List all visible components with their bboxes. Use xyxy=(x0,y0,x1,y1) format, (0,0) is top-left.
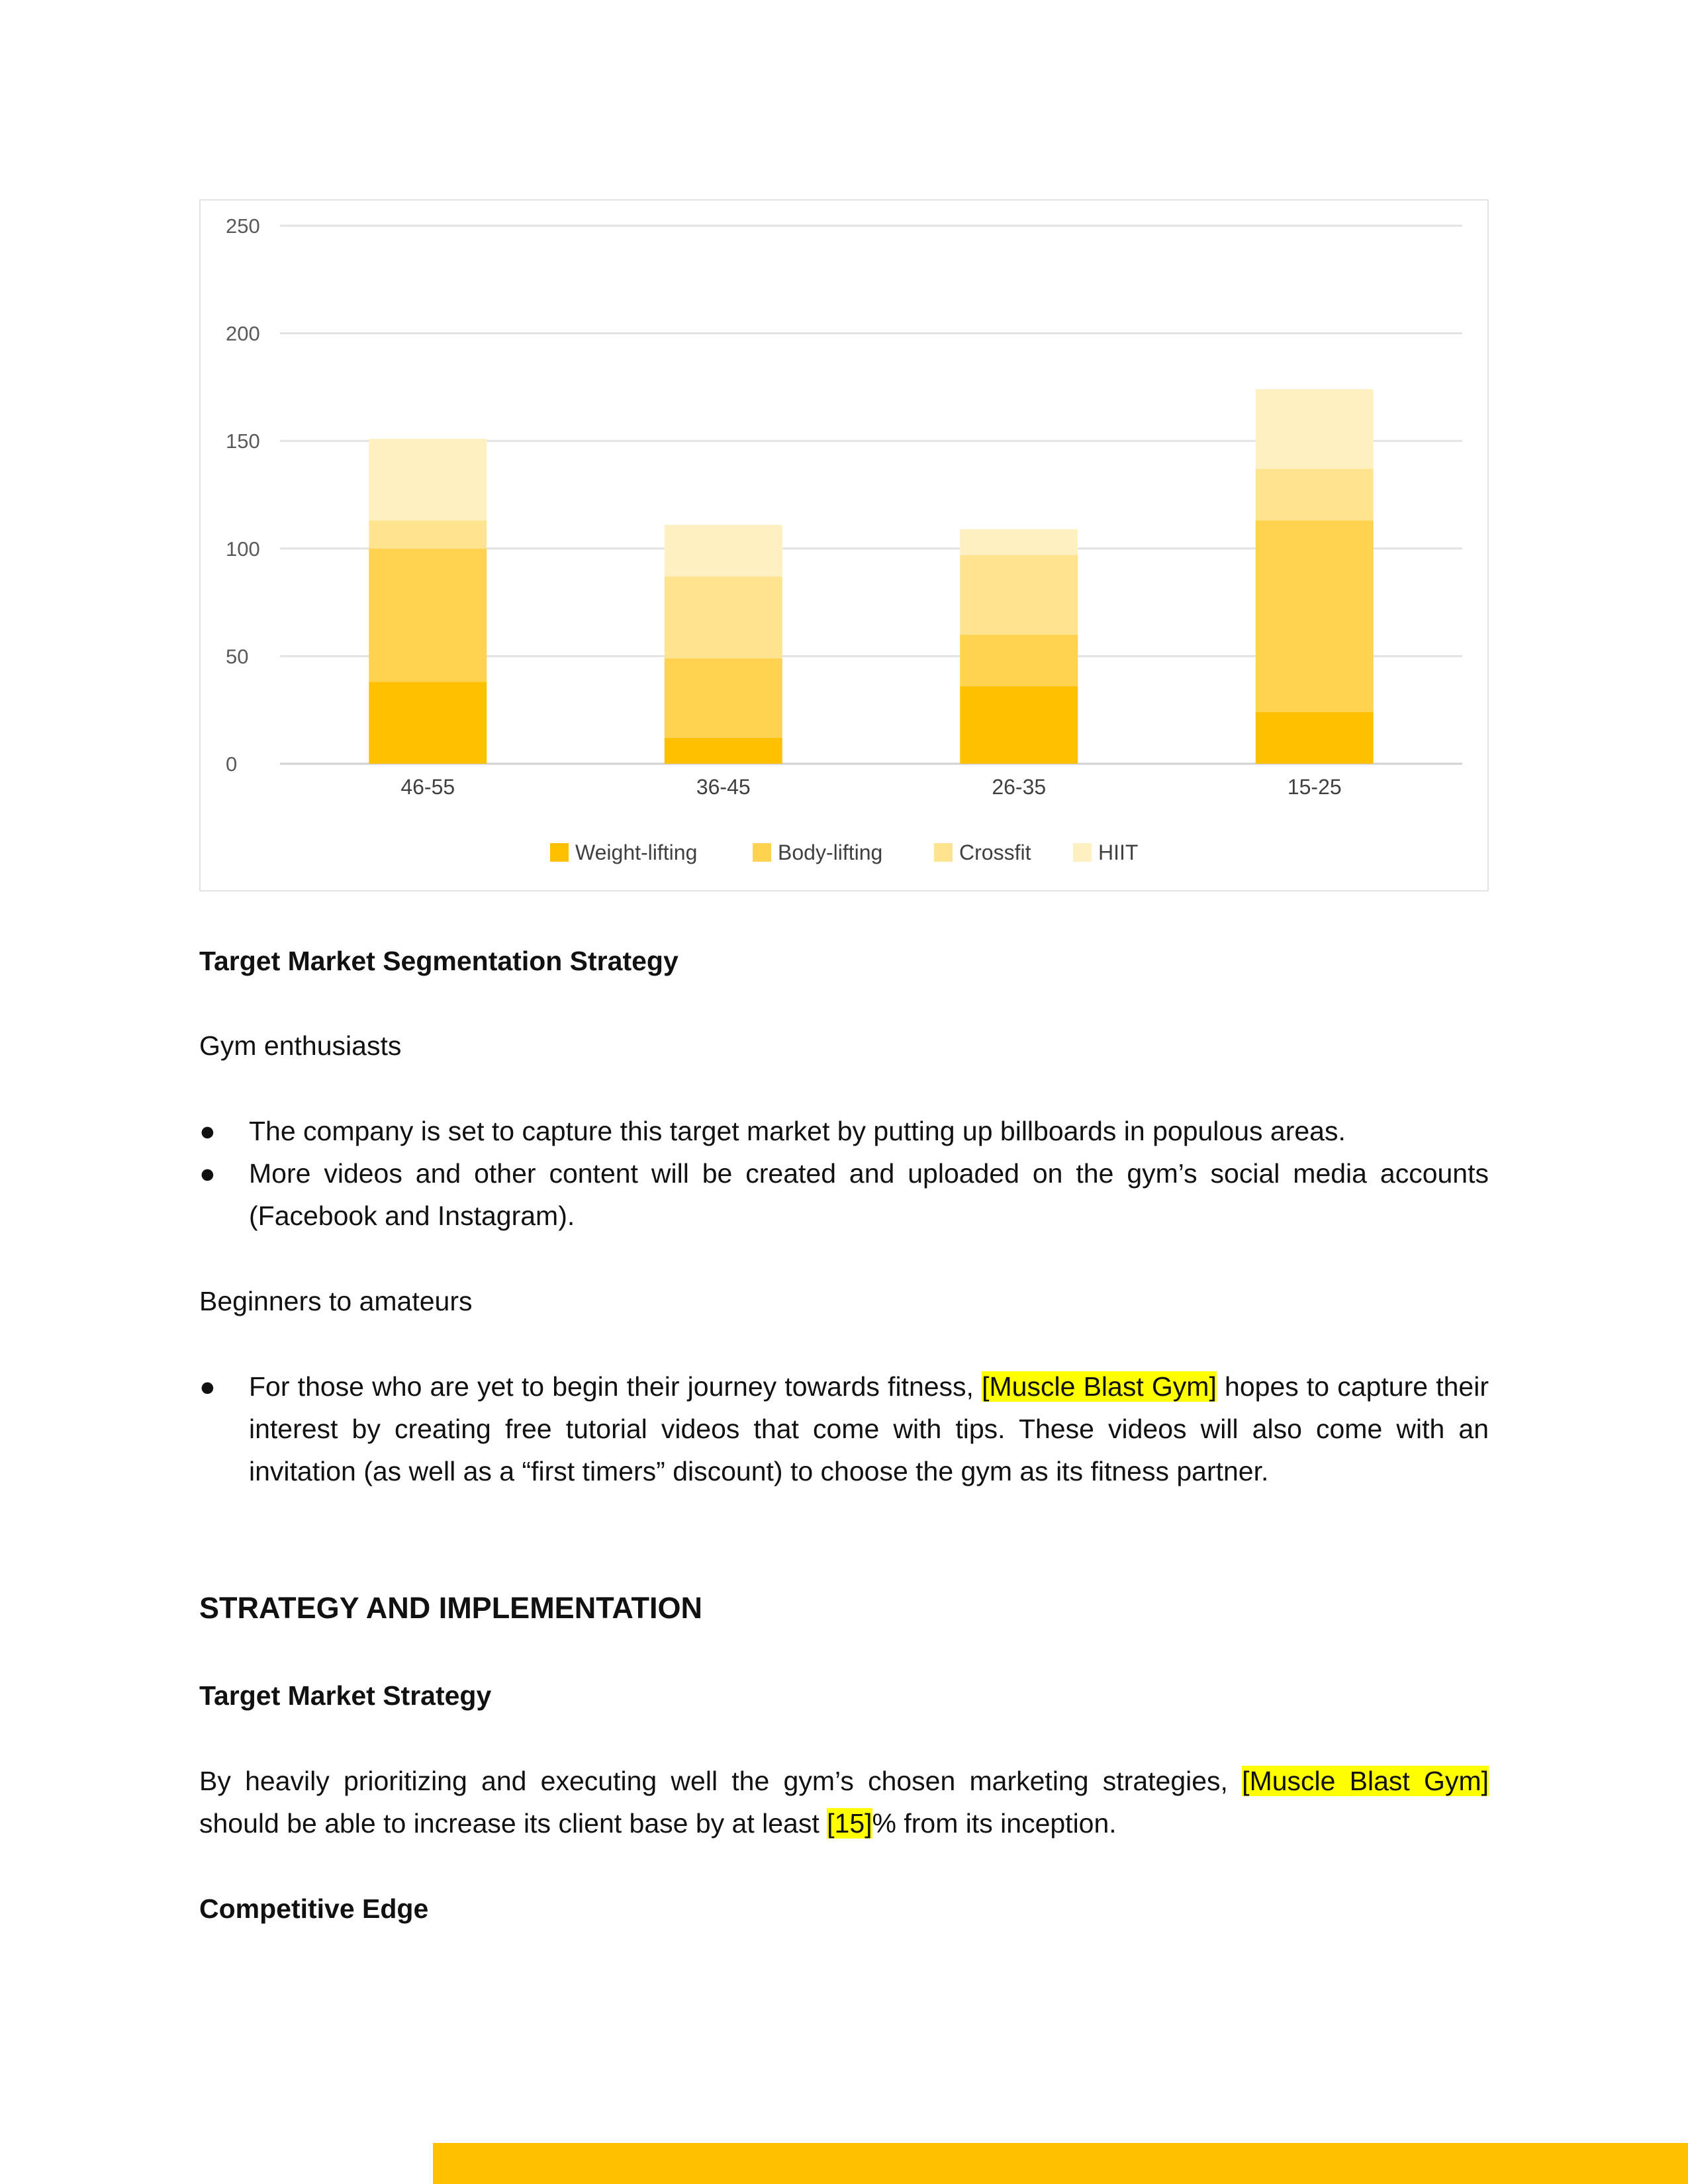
bullet-icon: ● xyxy=(199,1371,216,1402)
highlight-percent: [15] xyxy=(827,1808,872,1839)
bar-segment xyxy=(960,686,1078,764)
gym-enthusiasts-label: Gym enthusiasts xyxy=(199,1030,402,1061)
paragraph-text-middle: should be able to increase its client base by at least xyxy=(199,1808,820,1839)
bullet-text: More videos and other content will be created and uploaded on the gym’s social media accounts (Facebook and Instagram). xyxy=(249,1158,1489,1231)
paragraph-text-start: By heavily prioritizing and executing well the gym’s chosen marketing strategies, xyxy=(199,1766,1228,1796)
legend-label: Body-lifting xyxy=(778,841,883,864)
x-tick-label: 46-55 xyxy=(400,775,455,799)
bar-segment xyxy=(665,576,782,659)
bar-segment xyxy=(369,521,487,549)
paragraph-text-end: % from its inception. xyxy=(872,1808,1117,1839)
target-strategy-title: Target Market Strategy xyxy=(199,1680,492,1711)
chart-svg xyxy=(201,201,1490,893)
y-tick-label: 50 xyxy=(226,645,249,668)
bullet-icon: ● xyxy=(199,1116,216,1146)
legend-label: Weight-lifting xyxy=(575,841,698,864)
list-item xyxy=(199,1152,1489,1237)
bar-segment xyxy=(369,439,487,521)
y-tick-label: 250 xyxy=(226,214,260,238)
bar-segment xyxy=(665,659,782,738)
legend-swatch xyxy=(934,843,953,862)
highlight-company-name: [Muscle Blast Gym] xyxy=(982,1371,1217,1402)
bullet-text-end: hopes to capture their interest by creating free tutorial videos that come with tips. These videos will also come with an invitation (as well as a “first timers” discount) to choose the gym as its fitness partner. xyxy=(249,1371,1489,1486)
bar-segment xyxy=(1256,469,1374,520)
target-strategy-paragraph xyxy=(199,1760,1489,1844)
stacked-bar-chart xyxy=(199,199,1489,891)
legend-swatch xyxy=(550,843,569,862)
highlight-company-name: [Muscle Blast Gym] xyxy=(1242,1766,1489,1796)
bar-segment xyxy=(369,682,487,764)
beginners-label: Beginners to amateurs xyxy=(199,1286,473,1316)
bar-segment xyxy=(1256,389,1374,469)
x-tick-label: 36-45 xyxy=(696,775,751,799)
bullet-text-start: For those who are yet to begin their journey towards fitness, xyxy=(249,1371,974,1402)
bullet-text: The company is set to capture this target market by putting up billboards in populous areas. xyxy=(249,1116,1346,1146)
strategy-heading: STRATEGY AND IMPLEMENTATION xyxy=(199,1591,702,1625)
competitive-edge-title: Competitive Edge xyxy=(199,1893,429,1924)
x-tick-label: 26-35 xyxy=(992,775,1047,799)
bar-segment xyxy=(369,549,487,682)
legend-swatch xyxy=(753,843,771,862)
bar-segment xyxy=(1256,712,1374,764)
bar-segment xyxy=(960,635,1078,686)
bar-segment xyxy=(960,555,1078,635)
list-item xyxy=(199,1365,1489,1492)
bar-segment xyxy=(960,529,1078,555)
legend-label: Crossfit xyxy=(959,841,1031,864)
legend-swatch xyxy=(1073,843,1092,862)
footer-accent-bar xyxy=(433,2143,1688,2184)
bar-segment xyxy=(665,525,782,576)
y-tick-label: 100 xyxy=(226,537,260,561)
segmentation-title: Target Market Segmentation Strategy xyxy=(199,946,679,976)
bar-segment xyxy=(1256,521,1374,712)
bullet-icon: ● xyxy=(199,1158,216,1189)
bar-segment xyxy=(665,738,782,764)
y-tick-label: 150 xyxy=(226,430,260,453)
legend-label: HIIT xyxy=(1098,841,1139,864)
bullet-text xyxy=(249,1365,1489,1492)
y-tick-label: 0 xyxy=(226,752,238,776)
list-item xyxy=(199,1110,1489,1152)
x-tick-label: 15-25 xyxy=(1287,775,1342,799)
y-tick-label: 200 xyxy=(226,322,260,345)
